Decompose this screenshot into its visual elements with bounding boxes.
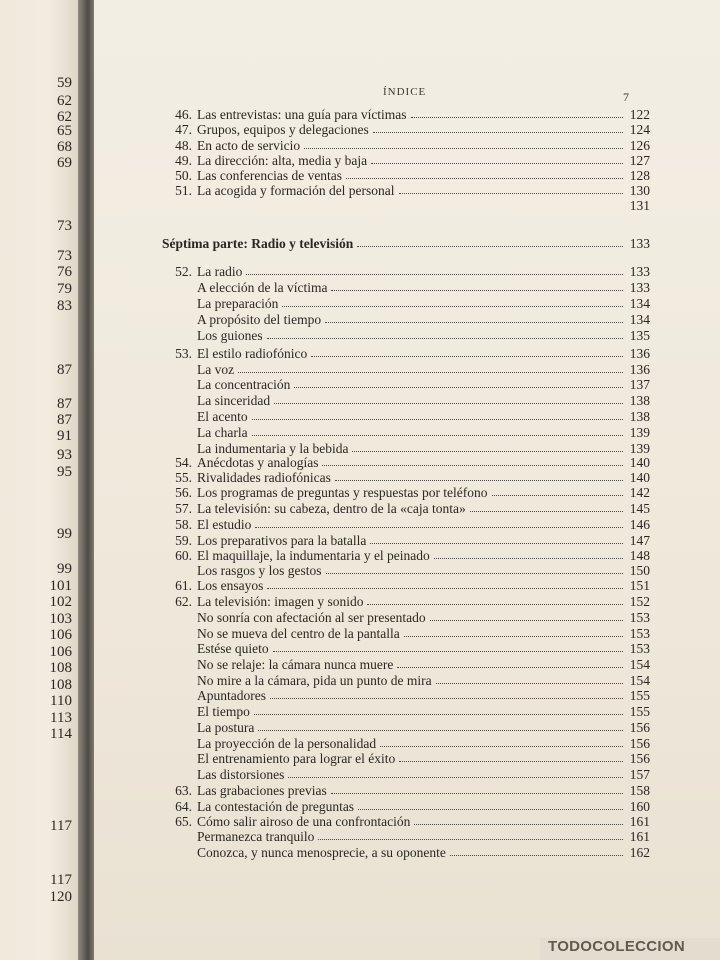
toc-entry	[164, 377, 650, 392]
toc-entry	[164, 563, 650, 578]
dot-leader	[450, 855, 623, 856]
previous-page-number: 120	[49, 889, 72, 905]
entry-number: 57.	[175, 501, 192, 516]
toc-entry	[164, 799, 650, 814]
dot-leader	[325, 322, 623, 323]
entry-number: 52.	[175, 264, 192, 279]
toc-entry	[164, 720, 650, 735]
toc-entry	[164, 814, 650, 829]
entry-number: 61.	[175, 578, 192, 593]
entry-page: 128	[629, 168, 650, 183]
toc-entry	[164, 736, 650, 751]
entry-page: 133	[629, 280, 650, 295]
previous-page-number: 87	[57, 396, 72, 412]
entry-title: La charla	[197, 425, 248, 440]
previous-page-number: 83	[57, 298, 72, 314]
dot-leader	[492, 495, 623, 496]
previous-page-number: 62	[57, 93, 72, 109]
dot-leader	[282, 306, 623, 307]
entry-page: 137	[629, 377, 650, 392]
toc-entry	[164, 470, 650, 485]
previous-page-number: 101	[49, 578, 72, 594]
toc-entry	[164, 610, 650, 625]
previous-page-number: 73	[57, 248, 72, 264]
dot-leader	[252, 419, 623, 420]
dot-leader	[352, 451, 623, 452]
previous-page-number: 108	[49, 660, 72, 676]
entry-number: 50.	[175, 168, 192, 183]
toc-entry	[164, 425, 650, 440]
toc-entry	[164, 641, 650, 656]
entry-page: 136	[629, 346, 650, 361]
entry-title: La preparación	[197, 296, 279, 311]
entry-number: 63.	[175, 783, 192, 798]
previous-page-number: 99	[57, 561, 72, 577]
toc-entry	[164, 312, 650, 327]
entry-title: La dirección: alta, media y baja	[197, 153, 368, 168]
entry-title: Cómo salir airoso de una confrontación	[197, 814, 411, 829]
previous-page-number: 68	[57, 139, 72, 155]
toc-entry	[164, 296, 650, 311]
entry-page: 156	[629, 751, 650, 766]
entry-page: 142	[629, 485, 650, 500]
entry-page: 155	[629, 704, 650, 719]
toc-entry	[164, 153, 650, 168]
previous-page-number: 76	[57, 264, 72, 280]
entry-page: 145	[629, 501, 650, 516]
page-number: 7	[623, 90, 629, 104]
entry-title: El entrenamiento para lograr el éxito	[197, 751, 396, 766]
previous-page-number: 117	[50, 818, 72, 834]
entry-number: 47.	[175, 122, 192, 137]
dot-leader	[371, 163, 623, 164]
entry-title: El estudio	[197, 517, 252, 532]
entry-title: La voz	[197, 362, 235, 377]
toc-entry	[164, 346, 650, 361]
entry-page: 134	[629, 296, 650, 311]
toc-entry	[164, 264, 650, 279]
running-head: ÍNDICE	[383, 86, 427, 98]
entry-number: 48.	[175, 138, 192, 153]
entry-page: 139	[629, 441, 650, 456]
dot-leader	[252, 435, 623, 436]
entry-page: 138	[629, 409, 650, 424]
dot-leader	[367, 604, 623, 605]
entry-page: 124	[629, 122, 650, 137]
toc-entry	[164, 767, 650, 782]
toc-entry	[164, 704, 650, 719]
entry-title: Los guiones	[197, 328, 263, 343]
entry-page: 153	[629, 641, 650, 656]
dot-leader	[373, 132, 623, 133]
entry-number: 58.	[175, 517, 192, 532]
toc-entry	[164, 280, 650, 295]
toc-entry	[164, 441, 650, 456]
entry-number: 62.	[175, 594, 192, 609]
entry-title: Las distorsiones	[197, 767, 285, 782]
entry-title: A propósito del tiempo	[197, 312, 322, 327]
previous-page-number: 110	[50, 693, 72, 709]
entry-title: Los ensayos	[197, 578, 264, 593]
dot-leader	[331, 793, 623, 794]
entry-title: No se relaje: la cámara nunca muere	[197, 657, 394, 672]
entry-page: 136	[629, 362, 650, 377]
entry-title: Conozca, y nunca menosprecie, a su oponente	[197, 845, 446, 860]
entry-title: Estése quieto	[197, 641, 269, 656]
dot-leader	[436, 683, 623, 684]
dot-leader	[270, 698, 623, 699]
dot-leader	[304, 148, 623, 149]
entry-page: 162	[629, 845, 650, 860]
previous-page-number: 106	[49, 644, 72, 660]
dot-leader	[255, 527, 623, 528]
entry-number: 59.	[175, 533, 192, 548]
toc-entry	[164, 688, 650, 703]
entry-title: Apuntadores	[197, 688, 266, 703]
entry-title: La televisión: imagen y sonido	[197, 594, 364, 609]
dot-leader	[470, 511, 623, 512]
dot-leader	[380, 746, 623, 747]
entry-title: Los preparativos para la batalla	[197, 533, 367, 548]
dot-leader	[370, 543, 623, 544]
entry-number: 64.	[175, 799, 192, 814]
previous-page-number: 102	[49, 594, 72, 610]
entry-title: La indumentaria y la bebida	[197, 441, 349, 456]
previous-page-number: 62	[57, 109, 72, 125]
dot-leader	[273, 651, 623, 652]
entry-page: 139	[629, 425, 650, 440]
entry-page: 154	[629, 657, 650, 672]
entry-page: 160	[629, 799, 650, 814]
previous-page-number: 73	[57, 218, 72, 234]
entry-page: 152	[629, 594, 650, 609]
entry-title: Permanezca tranquilo	[197, 829, 315, 844]
entry-title: Las entrevistas: una guía para víctimas	[197, 107, 407, 122]
previous-page-number: 99	[57, 526, 72, 542]
dot-leader	[294, 387, 623, 388]
entry-page: 122	[629, 107, 650, 122]
entry-page: 126	[629, 138, 650, 153]
entry-number: 46.	[175, 107, 192, 122]
entry-page: 146	[629, 517, 650, 532]
toc-section-heading	[164, 236, 650, 251]
entry-title: Séptima parte: Radio y televisión	[162, 236, 354, 251]
entry-page: 161	[629, 829, 650, 844]
entry-title: El maquillaje, la indumentaria y el peinado	[197, 548, 430, 563]
watermark-text: TODOCOLECCION	[548, 938, 685, 955]
previous-page-edge	[0, 0, 80, 960]
entry-title: Grupos, equipos y delegaciones	[197, 122, 369, 137]
dot-leader	[331, 290, 623, 291]
entry-number: 55.	[175, 470, 192, 485]
previous-page-number: 87	[57, 412, 72, 428]
previous-page-number: 113	[50, 710, 72, 726]
toc-entry	[164, 122, 650, 137]
toc-entry	[164, 362, 650, 377]
entry-title: A elección de la víctima	[197, 280, 328, 295]
entry-page: 156	[629, 720, 650, 735]
dot-leader	[346, 178, 623, 179]
dot-leader	[404, 636, 623, 637]
entry-number: 51.	[175, 183, 192, 198]
toc-entry	[164, 517, 650, 532]
dot-leader	[288, 777, 623, 778]
entry-title: La sinceridad	[197, 393, 271, 408]
entry-title: La contestación de preguntas	[197, 799, 355, 814]
entry-page: 127	[629, 153, 650, 168]
toc-entry	[164, 533, 650, 548]
entry-page: 147	[629, 533, 650, 548]
dot-leader	[414, 824, 623, 825]
entry-page: 133	[629, 264, 650, 279]
dot-leader	[335, 480, 623, 481]
toc-entry	[164, 393, 650, 408]
toc-entry	[164, 485, 650, 500]
entry-title: En acto de servicio	[197, 138, 301, 153]
previous-page-number: 65	[57, 123, 72, 139]
toc-entry	[164, 548, 650, 563]
entry-number: 53.	[175, 346, 192, 361]
previous-page-number: 103	[49, 611, 72, 627]
entry-page: 138	[629, 393, 650, 408]
entry-title: Los programas de preguntas y respuestas por teléfono	[197, 485, 488, 500]
previous-page-number: 79	[57, 281, 72, 297]
dot-leader	[358, 809, 623, 810]
entry-title: Los rasgos y los gestos	[197, 563, 322, 578]
toc-entry	[164, 183, 650, 198]
dot-leader	[399, 761, 623, 762]
previous-page-number: 108	[49, 677, 72, 693]
dot-leader	[318, 839, 623, 840]
entry-page: 155	[629, 688, 650, 703]
entry-number: 54.	[175, 455, 192, 470]
dot-leader	[357, 246, 623, 247]
dot-leader	[397, 667, 623, 668]
entry-number: 49.	[175, 153, 192, 168]
toc-entry	[164, 409, 650, 424]
toc-entry	[164, 168, 650, 183]
previous-page-number: 95	[57, 464, 72, 480]
entry-title: El estilo radiofónico	[197, 346, 308, 361]
entry-page: 130	[629, 183, 650, 198]
dot-leader	[322, 465, 623, 466]
toc-entry	[164, 783, 650, 798]
toc-entry	[164, 626, 650, 641]
entry-page: 156	[629, 736, 650, 751]
previous-page-number: 69	[57, 155, 72, 171]
entry-page: 153	[629, 626, 650, 641]
previous-page-number: 117	[50, 872, 72, 888]
entry-title: Anécdotas y analogías	[197, 455, 319, 470]
entry-page: 135	[629, 328, 650, 343]
dot-leader	[246, 274, 623, 275]
entry-number: 60.	[175, 548, 192, 563]
entry-page: 154	[629, 673, 650, 688]
toc-entry	[164, 501, 650, 516]
entry-page: 158	[629, 783, 650, 798]
previous-page-number: 91	[57, 428, 72, 444]
entry-title: No se mueva del centro de la pantalla	[197, 626, 400, 641]
entry-title: Las conferencias de ventas	[197, 168, 343, 183]
toc-entry	[164, 594, 650, 609]
dot-leader	[399, 193, 623, 194]
entry-page: 161	[629, 814, 650, 829]
entry-title: Rivalidades radiofónicas	[197, 470, 331, 485]
previous-page-number: 106	[49, 627, 72, 643]
entry-page: 133	[629, 236, 650, 251]
entry-page: 150	[629, 563, 650, 578]
dot-leader	[411, 117, 623, 118]
entry-title: No mire a la cámara, pida un punto de mira	[197, 673, 432, 688]
previous-page-number: 87	[57, 362, 72, 378]
dot-leader	[267, 588, 623, 589]
toc-entry	[164, 578, 650, 593]
dot-leader	[311, 356, 623, 357]
entry-title: La radio	[197, 264, 243, 279]
toc-entry	[164, 751, 650, 766]
dot-leader	[274, 403, 623, 404]
entry-title: La acogida y formación del personal	[197, 183, 395, 198]
previous-page-number: 59	[57, 75, 72, 91]
toc-entry	[164, 845, 650, 860]
dot-leader	[267, 338, 623, 339]
toc-entry	[164, 198, 650, 213]
toc-entry	[164, 673, 650, 688]
previous-page-number: 93	[57, 447, 72, 463]
entry-number: 65.	[175, 814, 192, 829]
entry-title: La televisión: su cabeza, dentro de la «caja tonta»	[197, 501, 466, 516]
toc-entry	[164, 829, 650, 844]
entry-title: La concentración	[197, 377, 291, 392]
toc-entry	[164, 107, 650, 122]
entry-title: La postura	[197, 720, 255, 735]
dot-leader	[326, 573, 623, 574]
entry-page: 153	[629, 610, 650, 625]
dot-leader	[238, 372, 623, 373]
previous-page-number: 114	[50, 726, 72, 742]
entry-title: Las grabaciones previas	[197, 783, 327, 798]
entry-title: No sonría con afectación al ser presentado	[197, 610, 426, 625]
entry-page: 140	[629, 470, 650, 485]
dot-leader	[430, 620, 623, 621]
entry-page: 140	[629, 455, 650, 470]
toc-entry	[164, 657, 650, 672]
entry-page: 157	[629, 767, 650, 782]
entry-page: 151	[629, 578, 650, 593]
toc-entry	[164, 455, 650, 470]
entry-page: 131	[629, 198, 650, 213]
toc-entry	[164, 328, 650, 343]
dot-leader	[254, 714, 623, 715]
dot-leader	[258, 730, 623, 731]
entry-page: 148	[629, 548, 650, 563]
toc-entry	[164, 138, 650, 153]
entry-title: El acento	[197, 409, 248, 424]
entry-title: La proyección de la personalidad	[197, 736, 377, 751]
entry-title: El tiempo	[197, 704, 250, 719]
entry-number: 56.	[175, 485, 192, 500]
entry-page: 134	[629, 312, 650, 327]
dot-leader	[434, 558, 623, 559]
